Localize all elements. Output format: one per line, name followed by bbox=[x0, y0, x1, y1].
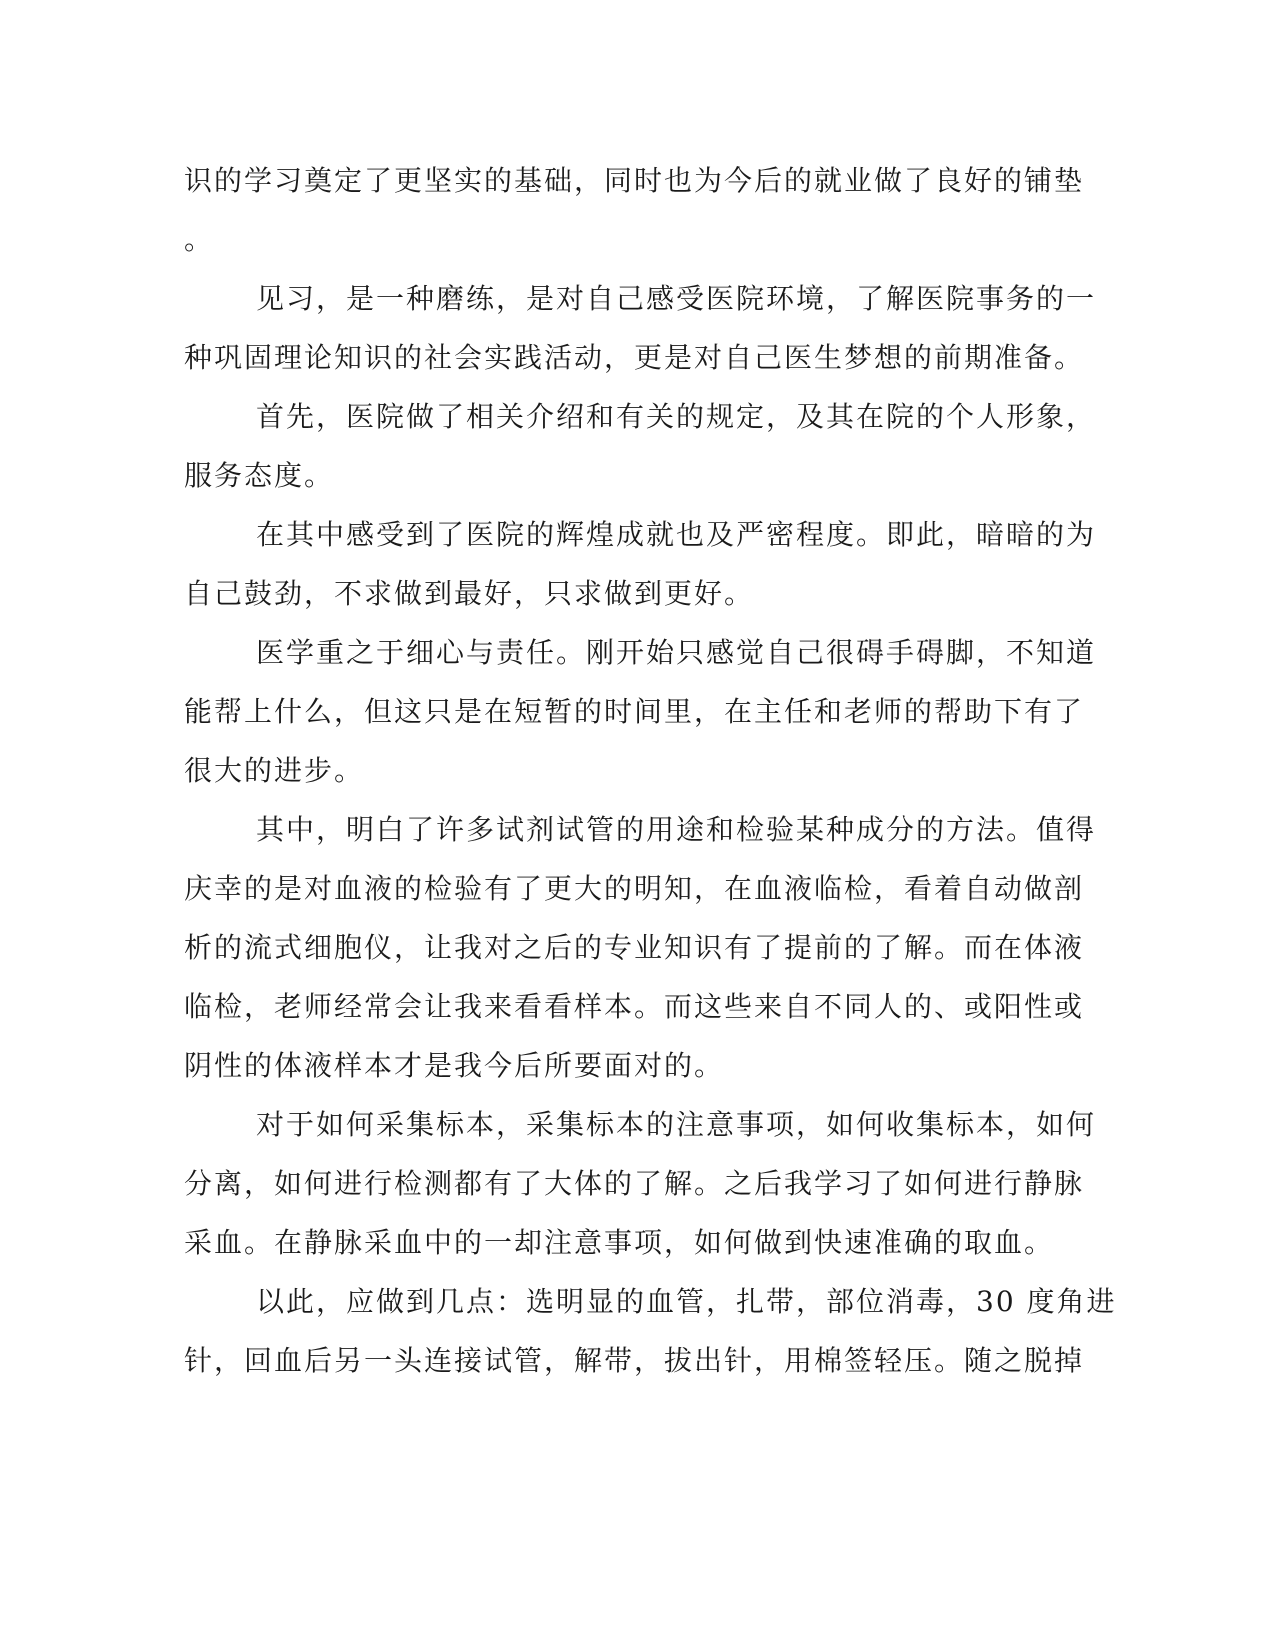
text-line: 服务态度。 bbox=[184, 459, 335, 492]
text-line: 。 bbox=[184, 223, 215, 256]
paragraph-start-line: 在其中感受到了医院的辉煌成就也及严密程度。即此，暗暗的为 bbox=[256, 518, 1097, 551]
text-line: 种巩固理论知识的社会实践活动，更是对自己医生梦想的前期准备。 bbox=[184, 341, 1085, 374]
paragraph-start-line: 对于如何采集标本，采集标本的注意事项，如何收集标本，如何 bbox=[256, 1108, 1097, 1141]
text-line: 庆幸的是对血液的检验有了更大的明知，在血液临检，看着自动做剖 bbox=[184, 872, 1085, 905]
text-line: 识的学习奠定了更坚实的基础，同时也为今后的就业做了良好的铺垫 bbox=[184, 164, 1085, 197]
text-line: 阴性的体液样本才是我今后所要面对的。 bbox=[184, 1049, 725, 1082]
text-line: 分离，如何进行检测都有了大体的了解。之后我学习了如何进行静脉 bbox=[184, 1167, 1085, 1200]
text-line: 能帮上什么，但这只是在短暂的时间里，在主任和老师的帮助下有了 bbox=[184, 695, 1085, 728]
text-line: 采血。在静脉采血中的一却注意事项，如何做到快速准确的取血。 bbox=[184, 1226, 1055, 1259]
paragraph-start-line: 医学重之于细心与责任。刚开始只感觉自己很碍手碍脚，不知道 bbox=[256, 636, 1097, 669]
text-line: 析的流式细胞仪，让我对之后的专业知识有了提前的了解。而在体液 bbox=[184, 931, 1085, 964]
text-line: 临检，老师经常会让我来看看样本。而这些来自不同人的、或阳性或 bbox=[184, 990, 1085, 1023]
paragraph-start-line: 其中，明白了许多试剂试管的用途和检验某种成分的方法。值得 bbox=[256, 813, 1097, 846]
paragraph-start-line: 以此，应做到几点：选明显的血管，扎带，部位消毒，30 度角进 bbox=[256, 1285, 1117, 1318]
text-line: 针，回血后另一头连接试管，解带，拔出针，用棉签轻压。随之脱掉 bbox=[184, 1344, 1085, 1377]
paragraph-start-line: 首先，医院做了相关介绍和有关的规定，及其在院的个人形象， bbox=[256, 400, 1097, 433]
text-line: 很大的进步。 bbox=[184, 754, 365, 787]
paragraph-start-line: 见习，是一种磨练，是对自己感受医院环境，了解医院事务的一 bbox=[256, 282, 1097, 315]
text-line: 自己鼓劲，不求做到最好，只求做到更好。 bbox=[184, 577, 755, 610]
